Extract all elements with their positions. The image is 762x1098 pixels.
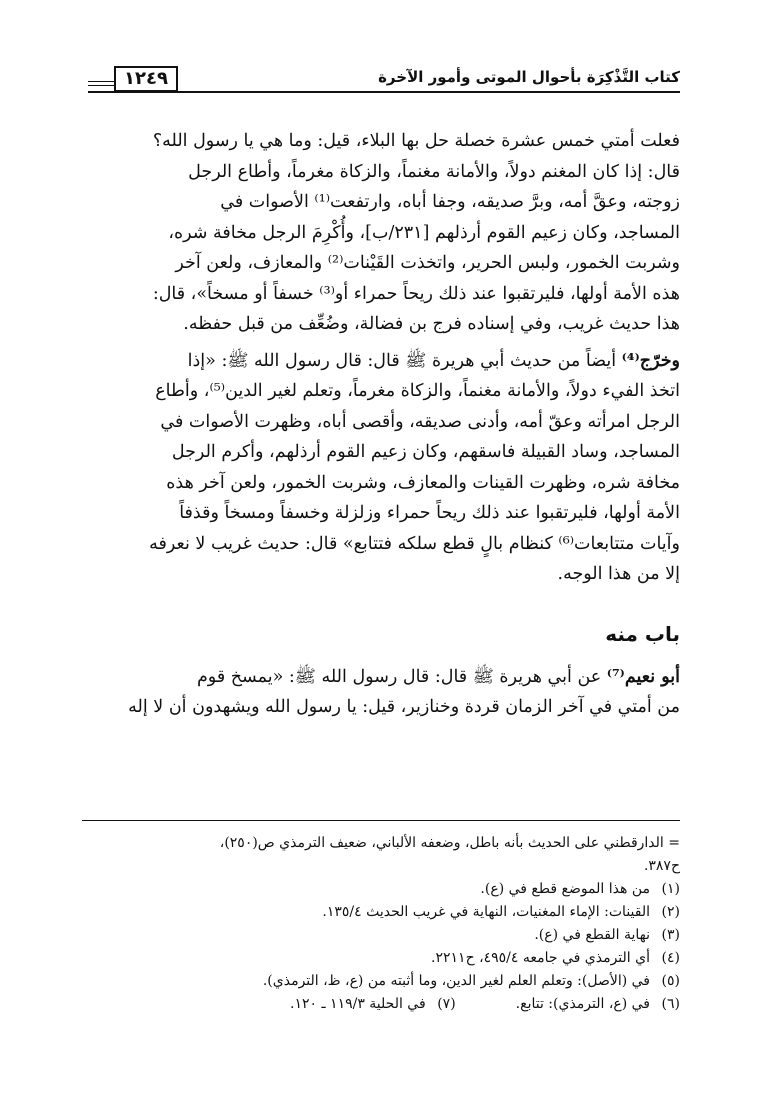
lead-word: وخرّج⁽⁴⁾ bbox=[621, 350, 680, 371]
footnote-text: القينات: الإماء المغنيات، النهاية في غريب الحديث ١٣٥/٤. bbox=[322, 904, 650, 920]
footnote-number: (٤) bbox=[661, 950, 680, 966]
footnote-text: في (الأصل): وتعلم العلم لغير الدين، وما أثبته من (ع، ظ، الترمذي). bbox=[262, 973, 650, 989]
text-line: اتخذ الفيء دولاً، والأمانة مغنماً، والزكاة مغرماً، وتعلم لغير الدين⁽⁵⁾، وأطاع bbox=[155, 381, 680, 401]
footnote-text: من هذا الموضع قطع في (ع). bbox=[480, 881, 650, 897]
text-line: من أمتي في آخر الزمان قردة وخنازير، قيل: يا رسول الله ويشهدون أن لا إله bbox=[128, 697, 680, 717]
header-rule bbox=[88, 91, 680, 93]
section-heading: باب منه bbox=[605, 621, 680, 646]
footnotes bbox=[82, 832, 680, 1016]
text-line: هذا حديث غريب، وفي إسناده فرج بن فضالة، وضُعِّف من قبل حفظه. bbox=[183, 314, 680, 334]
text-line: إلا من هذا الوجه. bbox=[557, 564, 680, 584]
text-line: المساجد، وساد القبيلة فاسقهم، وكان زعيم القوم أرذلهم، وأكرم الرجل bbox=[171, 442, 680, 462]
footnote-continuation: ح٣٨٧. bbox=[643, 858, 680, 874]
header-rule-left bbox=[88, 81, 114, 86]
page-number: ١٢٤٩ bbox=[114, 66, 178, 92]
text-line: الأمة أولها، فليرتقبوا عند ذلك ريحاً حمراء وزلزلة وخسفاً ومسخاً وقذفاً bbox=[179, 503, 680, 523]
footnote-number: (٢) bbox=[661, 904, 680, 920]
footnote-2 bbox=[82, 901, 680, 924]
footnote-4 bbox=[82, 947, 680, 970]
footnote-continuation: = الدارقطني على الحديث بأنه باطل، وضعفه الألباني، ضعيف الترمذي ص(٢٥٠)، bbox=[219, 835, 680, 851]
text-line: عن أبي هريرة ﷺ قال: قال رسول الله ﷺ: «يمسخ قوم bbox=[196, 666, 607, 687]
footnote-number: (٧) bbox=[437, 996, 456, 1012]
footnote-pair bbox=[82, 993, 680, 1016]
footnote-text: نهاية القطع في (ع). bbox=[534, 927, 650, 943]
text-line: وآيات متتابعات⁽⁶⁾ كنظام بالٍ قطع سلكه فتتابع» قال: حديث غريب لا نعرفه bbox=[149, 533, 680, 554]
text-line: فعلت أمتي خمس عشرة خصلة حل بها البلاء، قيل: وما هي يا رسول الله؟ bbox=[152, 131, 680, 151]
footnote-6 bbox=[516, 993, 680, 1016]
footnote-text: في الحلية ١١٩/٣ ـ ١٢٠. bbox=[290, 996, 426, 1012]
text-line: قال: إذا كان المغنم دولاً، والأمانة مغنماً، والزكاة مغرماً، وأطاع الرجل bbox=[188, 161, 680, 182]
paragraph-1 bbox=[82, 126, 680, 340]
footnote-number: (١) bbox=[661, 881, 680, 897]
paragraph-3 bbox=[82, 662, 680, 723]
footnote-number: (٦) bbox=[661, 996, 680, 1012]
footnote-3 bbox=[82, 924, 680, 947]
footnote-7 bbox=[290, 993, 456, 1016]
text-line: هذه الأمة أولها، فليرتقبوا عند ذلك ريحاً حمراء أو⁽³⁾ خسفاً أو مسخاً»، قال: bbox=[152, 283, 680, 304]
footnote-text: أي الترمذي في جامعه ٤٩٥/٤، ح٢٢١١. bbox=[431, 950, 650, 966]
text-line: وشربت الخمور، ولبس الحرير، واتخذت القَيْنات⁽²⁾ والمعازف، ولعن آخر bbox=[175, 253, 680, 273]
lead-word: أبو نعيم⁽⁷⁾ bbox=[606, 666, 680, 687]
footnote-1 bbox=[82, 878, 680, 901]
text-line: زوجته، وعقَّ أمه، وبرَّ صديقه، وجفا أباه، وارتفعت⁽¹⁾ الأصوات في bbox=[220, 192, 680, 212]
page-header bbox=[88, 62, 680, 96]
text-line: أيضاً من حديث أبي هريرة ﷺ قال: قال رسول الله ﷺ: «إذا bbox=[187, 350, 622, 371]
book-title: كتاب التَّذْكِرَة بأحوال الموتى وأمور الآخرة bbox=[378, 68, 680, 86]
footnote-number: (٣) bbox=[661, 927, 680, 943]
footnote-text: في (ع، الترمذي): تتابع. bbox=[515, 996, 650, 1012]
text-line: الرجل امرأته وعقّ أمه، وأدنى صديقه، وأقصى أباه، وظهرت الأصوات في bbox=[160, 411, 680, 432]
text-line: المساجد، وكان زعيم القوم أرذلهم [٢٣١/ب]، وأُكْرِمَ الرجل مخافة شره، bbox=[168, 222, 680, 243]
text-line: مخافة شره، وظهرت القينات والمعازف، وشربت الخمور، ولعن آخر هذه bbox=[166, 472, 680, 493]
footnote-number: (٥) bbox=[661, 973, 680, 989]
footnote-rule bbox=[82, 820, 680, 821]
main-text bbox=[82, 126, 680, 729]
footnote-5 bbox=[82, 970, 680, 993]
paragraph-2 bbox=[82, 346, 680, 590]
